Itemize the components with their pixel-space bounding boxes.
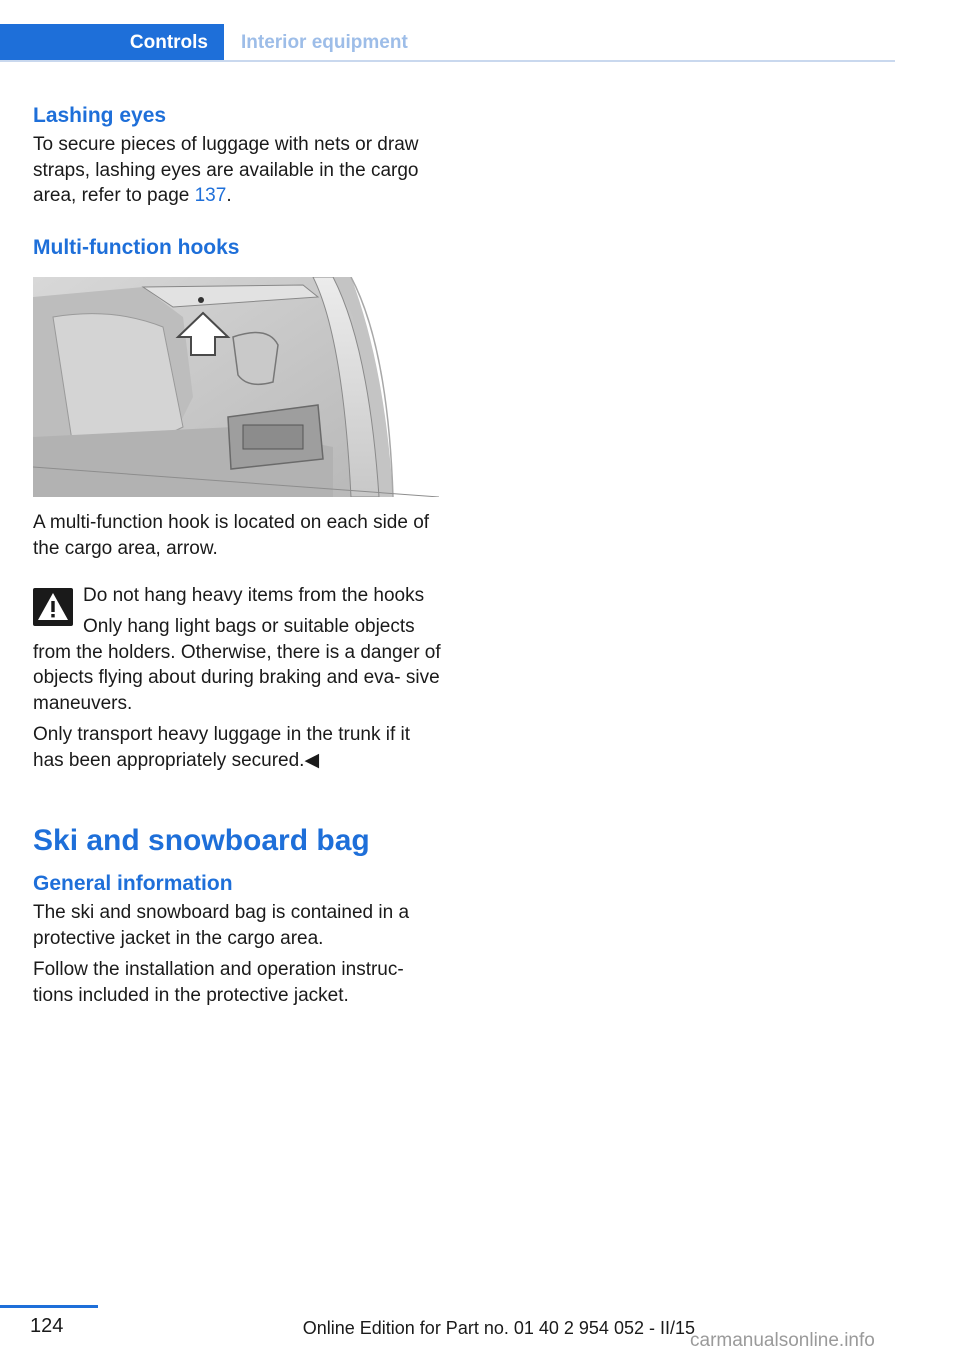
- watermark: carmanualsonline.info: [690, 1330, 875, 1351]
- warning-text-2: Only transport heavy luggage in the trunk if it has been appropriately secured.◀: [33, 724, 411, 771]
- header-rule: [0, 60, 895, 62]
- ski-text-2: Follow the installation and operation instruc- tions included in the protective jacket.: [33, 959, 404, 1006]
- hooks-heading-wrap: [33, 236, 443, 260]
- page-number: 124: [30, 1315, 64, 1337]
- footer-rule: [0, 1305, 98, 1308]
- lashing-text-body: To secure pieces of luggage with nets or draw straps, lashing eyes are available in the cargo area, refer to page: [33, 134, 419, 206]
- lashing-text: [33, 132, 443, 209]
- tab-controls[interactable]: [0, 24, 224, 62]
- ski-general-heading: General information: [33, 872, 233, 895]
- edition-text: Online Edition for Part no. 01 40 2 954 052 - II/15: [302, 1318, 695, 1338]
- cargo-area-illustration: [33, 277, 439, 497]
- ski-text-1: The ski and snowboard bag is contained in a protective jacket in the cargo area.: [33, 902, 410, 949]
- lashing-heading: Lashing eyes: [33, 104, 167, 127]
- page-link-137[interactable]: 137: [194, 185, 227, 206]
- tab-interior-label: Interior equipment: [241, 32, 408, 53]
- tab-interior-equipment[interactable]: [241, 24, 408, 62]
- tab-controls-label: Controls: [129, 32, 208, 53]
- hooks-heading: Multi-function hooks: [33, 236, 240, 259]
- warning-body: [33, 614, 443, 773]
- warning-title-wrap: [83, 583, 443, 609]
- hooks-caption-wrap: [33, 510, 443, 561]
- page-header: [0, 24, 895, 62]
- warning-title: Do not hang heavy items from the hooks: [83, 585, 425, 606]
- hooks-caption: A multi-function hook is located on each side of the cargo area, arrow.: [33, 512, 430, 559]
- warning-text-1: Only hang light bags or suitable objects from the holders. Otherwise, there is a danger of objects flying about during braking and eva- sive maneuvers.: [33, 616, 441, 714]
- lashing-text-end: .: [226, 185, 232, 206]
- ski-section: [33, 824, 443, 1008]
- ski-title: Ski and snowboard bag: [33, 824, 370, 857]
- lashing-section: [33, 104, 443, 209]
